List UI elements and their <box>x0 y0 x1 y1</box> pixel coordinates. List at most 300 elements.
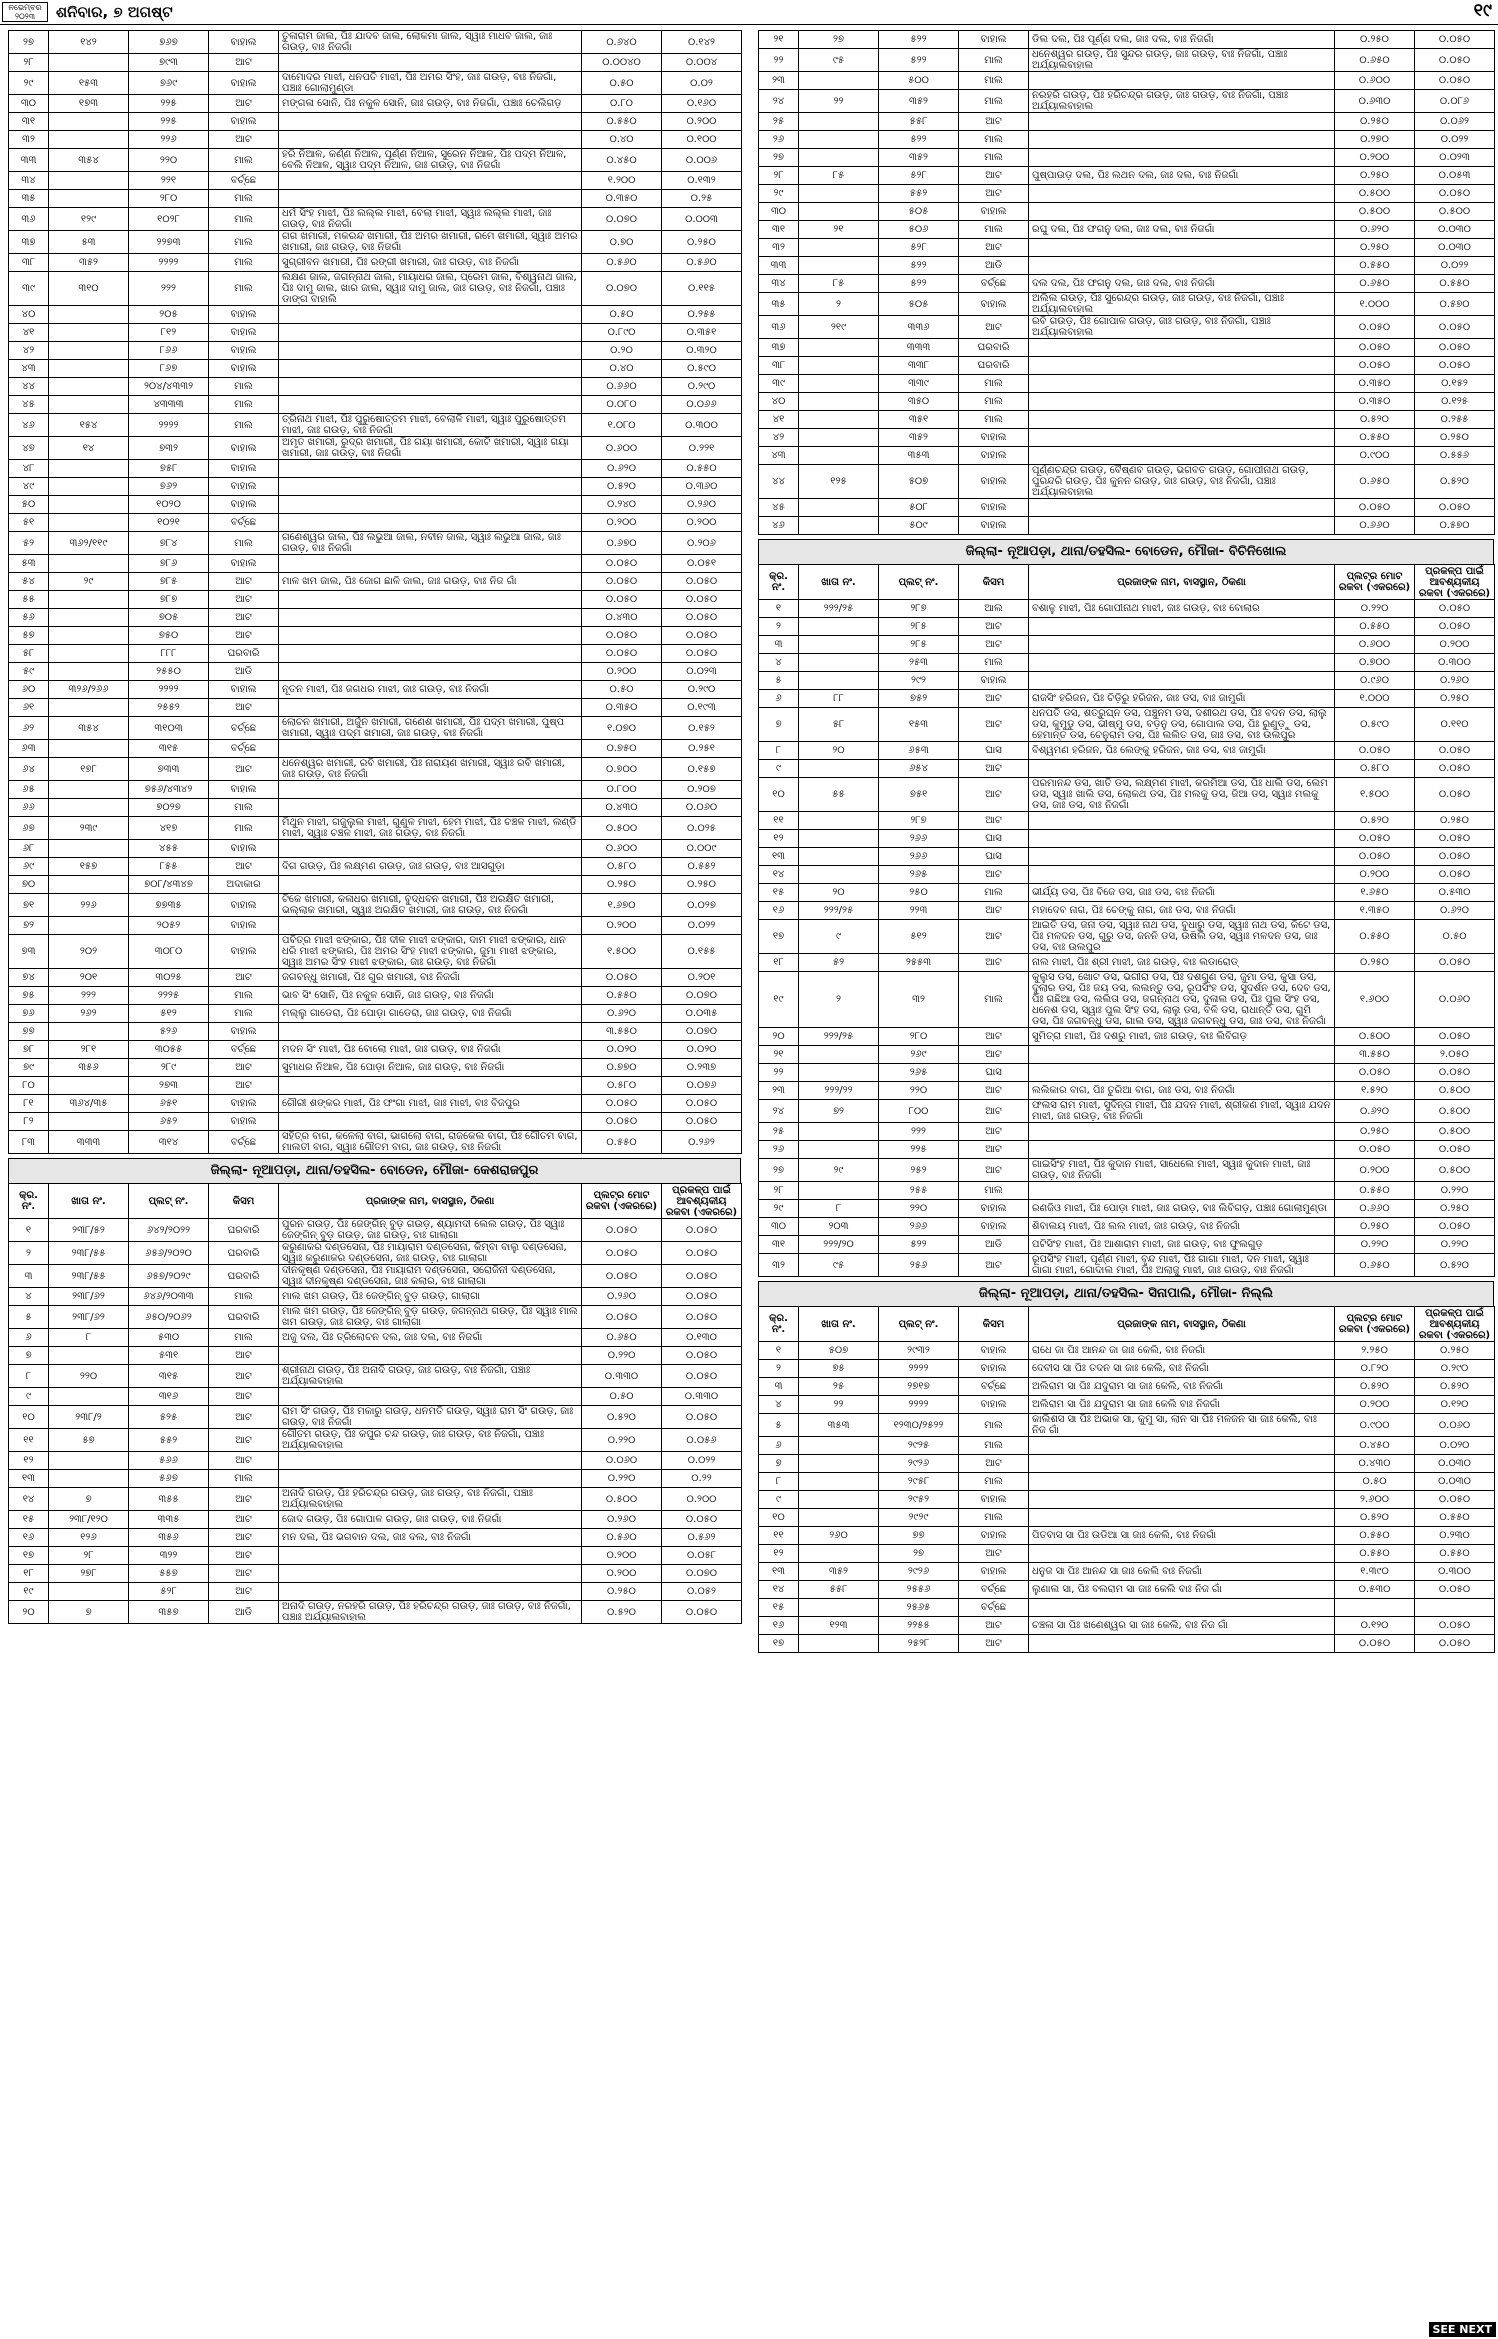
required-area-cell: ୦.୦୫୦ <box>662 1365 742 1388</box>
total-area-cell: ୦.୬୬୦ <box>1335 517 1415 535</box>
table-row <box>759 1378 1495 1396</box>
required-area-cell: ୦.୦୫୦ <box>1415 848 1495 866</box>
required-area-cell: ୦.୫୬୦ <box>662 254 742 272</box>
khata-cell: ୧୫୪ <box>49 414 129 437</box>
plot-cell: ୬୫୬/୨୦୨୦ <box>129 1242 209 1265</box>
table-row <box>759 393 1495 411</box>
total-area-cell: ୦.୨୦୦ <box>1335 149 1415 167</box>
table-row <box>759 1342 1495 1360</box>
kisam-cell: ମାଲ <box>959 884 1029 902</box>
owner-cell: ଅନାଦି ଗଉଡ଼, ପିଃ ହରିଚନ୍ଦ୍ର ଗଉଡ଼, ଜାଃ ଗଉଡ଼, ବାଃ ନିଜଗାଁ, ପଞ୍ଚାଃ ଅର୍ଯ୍ୟାଲବାହାଲ <box>279 1488 582 1511</box>
serial-cell: ୫୫ <box>9 591 49 609</box>
table-row <box>759 654 1495 672</box>
owner-cell <box>1029 517 1335 535</box>
khata-cell <box>799 636 879 654</box>
owner-cell <box>279 54 582 72</box>
required-area-cell: ୦.୨୫୦ <box>662 876 742 894</box>
required-area-cell: ୦.୦୫୦ <box>1415 49 1495 72</box>
kisam-cell: ଆଟ <box>209 1452 279 1470</box>
serial-cell: ୭୯ <box>9 1059 49 1077</box>
table-row <box>759 1617 1495 1635</box>
serial-cell: ୩୮ <box>759 357 799 375</box>
kisam-cell: ବାହାଲ <box>209 681 279 699</box>
plot-cell: ୨୯୨୬ <box>879 1563 959 1581</box>
table-row <box>9 758 742 781</box>
total-area-cell: ୧.୦୦୦ <box>1335 690 1415 708</box>
serial-cell: ୧ <box>759 1342 799 1360</box>
kisam-cell: ବାହାଲ <box>209 306 279 324</box>
required-area-cell: ୦.୫୬୨ <box>662 1529 742 1547</box>
plot-cell: ୮୦୦ <box>879 1100 959 1123</box>
total-area-cell: ୦.୨୨୦ <box>582 1470 662 1488</box>
khata-cell <box>799 393 879 411</box>
owner-cell: ନରହରି ଗଉଡ଼, ପିଃ ହରିଚନ୍ଦ୍ର ଗଉଡ଼, ଜାଃ ଗଉଡ଼, ବାଃ ନିଜଗାଁ, ପଞ୍ଚାଃ ଅର୍ଯ୍ୟାଲବାହାଲ <box>1029 90 1335 113</box>
plot-cell: ୧୨୩୦/୨୫୨୨ <box>879 1414 959 1437</box>
section-title: ଜିଲ୍ଲା- ନୂଆପଡ଼ା, ଥାନା/ତହସିଲ- ବୋଡେନ, ମୌଜା- କେଶରାଜପୁର <box>8 1158 741 1183</box>
owner-cell <box>1029 429 1335 447</box>
kisam-cell: ଆଟ <box>959 708 1029 742</box>
table-row <box>759 1064 1495 1082</box>
khata-cell: ୨୩୯ <box>49 817 129 840</box>
table-row <box>9 799 742 817</box>
owner-cell: ସୁମିତ୍ରା ମାଝୀ, ପିଃ ଦଶରୁ ମାଝୀ, ଜାଃ ଗଉଡ଼, ବାଃ ଲିବିଗଡ଼ <box>1029 1028 1335 1046</box>
table-row <box>9 414 742 437</box>
total-area-cell: ୦.୦୫୦ <box>1335 742 1415 760</box>
required-area-cell: ୦.୦୮୬ <box>1415 90 1495 113</box>
total-area-cell: ୦.୩୫୦ <box>582 699 662 717</box>
total-area-cell: ୦.୫୫୦ <box>1335 429 1415 447</box>
serial-cell: ୨୬ <box>759 131 799 149</box>
kisam-cell: ବାହାଲ <box>209 360 279 378</box>
kisam-cell: ମାଲ <box>209 272 279 306</box>
serial-cell: ୭ <box>9 1347 49 1365</box>
plot-cell: ୨୨୫ <box>129 95 209 113</box>
khata-cell <box>49 113 129 131</box>
serial-cell: ୧୪ <box>759 866 799 884</box>
kisam-cell: ଆଟ <box>959 812 1029 830</box>
kisam-cell: ଆଟ <box>209 1488 279 1511</box>
khata-cell: ୧୫୩ <box>49 72 129 95</box>
required-area-cell: ୦.୦୫୧ <box>662 555 742 573</box>
khata-cell: ୨୩୮/୬୨ <box>49 1288 129 1306</box>
kisam-cell: ଆଟ <box>959 920 1029 954</box>
total-area-cell: ୦.୭୦୦ <box>1335 654 1415 672</box>
khata-cell: ୧୨୬ <box>49 1529 129 1547</box>
kisam-cell: ଆଟ <box>959 1455 1029 1473</box>
plot-cell: ୨୮୭ <box>879 812 959 830</box>
required-area-cell: ୦.୫୨୦ <box>1415 465 1495 499</box>
plot-cell: ୩୦୮୦ <box>129 935 209 969</box>
owner-cell: ଦଲ ଦଲ, ପିଃ ଫଗନୁ ଦଲ, ଜାଃ ଦଲ, ବାଃ ନିଜଗାଁ <box>1029 275 1335 293</box>
owner-cell <box>279 1347 582 1365</box>
plot-cell: ୫୦୮ <box>879 499 959 517</box>
table-row <box>759 1599 1495 1617</box>
kisam-cell: ବାହାଲ <box>209 478 279 496</box>
table-row <box>9 1005 742 1023</box>
table-row <box>9 342 742 360</box>
table-row <box>759 972 1495 1028</box>
owner-cell <box>279 699 582 717</box>
required-area-cell: ୦.୦୫୦ <box>662 1306 742 1329</box>
kisam-cell: ମାଲ <box>959 1182 1029 1200</box>
required-area-cell: ୦.୨୦୧ <box>662 969 742 987</box>
plot-cell: ୨୯୨୬ <box>879 1455 959 1473</box>
table-row <box>759 1218 1495 1236</box>
kisam-cell: ଆଟ <box>959 1254 1029 1277</box>
total-area-cell: ୦.୫୨୦ <box>582 1601 662 1624</box>
kisam-cell: ଆଟ <box>209 627 279 645</box>
khata-cell <box>799 1509 879 1527</box>
serial-cell: ୧୪ <box>9 1488 49 1511</box>
plot-cell: ୬୫୨ <box>129 1113 209 1131</box>
serial-cell: ୬୪ <box>9 758 49 781</box>
kisam-cell: ମାଲ <box>209 799 279 817</box>
plot-cell: ୭୫୬/୪୩୪୨ <box>129 781 209 799</box>
land-table <box>8 30 742 1154</box>
table-row <box>9 1265 742 1288</box>
plot-cell: ୨୨୦ <box>129 149 209 172</box>
serial-cell: ୩୬ <box>9 208 49 231</box>
kisam-cell: ମାଲ <box>959 1473 1029 1491</box>
required-area-cell: ୦.୩୨୦ <box>662 342 742 360</box>
owner-cell <box>279 609 582 627</box>
owner-cell: ରାମ ସିଂ ଗଉଡ଼, ପିଃ ମକାରୁ ଗଉଡ଼, ଧନମତି ଗଉଡ଼, ସ୍ୱାଃ ରାମ ସିଂ ଗଉଡ଼, ଜାଃ ଗଉଡ଼, ବାଃ ନିଜଗାଁ <box>279 1406 582 1429</box>
total-area-cell: ୦.୬୨୦ <box>1335 1100 1415 1123</box>
khata-cell <box>799 499 879 517</box>
kisam-cell: ଆଡି <box>959 257 1029 275</box>
total-area-cell: ୦.୨୪୦ <box>582 496 662 514</box>
khata-cell: ୩୨୬/୨୬୬ <box>49 681 129 699</box>
serial-cell: ୧୦ <box>9 1406 49 1429</box>
plot-cell: ୫୨୮ <box>879 239 959 257</box>
table-row <box>759 1437 1495 1455</box>
plot-cell: ୨୫୦ <box>879 884 959 902</box>
required-area-cell: ୦.୦୫୦ <box>662 1265 742 1288</box>
total-area-cell: ୦.୫୦୦ <box>1335 1028 1415 1046</box>
serial-cell: ୭୨ <box>9 917 49 935</box>
khata-cell: ୩୬୨/୧୧୯ <box>49 532 129 555</box>
owner-cell <box>279 514 582 532</box>
plot-cell: ୨୫୫୨ <box>129 699 209 717</box>
table-row <box>9 969 742 987</box>
plot-cell: ୩୧୪ <box>129 1131 209 1154</box>
table-row <box>759 1396 1495 1414</box>
plot-cell: ୨୨୬ <box>129 131 209 149</box>
khata-cell <box>799 1437 879 1455</box>
plot-cell: ୧୦୨୮ <box>129 208 209 231</box>
table-row <box>9 935 742 969</box>
required-area-cell: ୦.୦୫୦ <box>1415 618 1495 636</box>
kisam-cell: ଆଟ <box>209 95 279 113</box>
kisam-cell: ଆଟ <box>209 1547 279 1565</box>
owner-cell: ମାଲ ଖମ ଗଉଡ଼, ପିଃ ଜେଙ୍ଗିନ୍ ବୁଡ଼ ଗଉଡ଼, ଜଗନ୍ନାଥ ଗଉଡ଼, ପିଃ ସ୍ୱାଃ ମାଲ ଖମ ଗଉଡ଼, ଜାଃ ଗଉଡ଼, ବାଃ ଗାଲାଗା <box>279 1306 582 1329</box>
required-area-cell: ୦.୫୫୦ <box>662 460 742 478</box>
plot-cell: ୩୫୨ <box>879 429 959 447</box>
section-title: ଜିଲ୍ଲା- ନୂଆପଡ଼ା, ଥାନା/ତହସିଲ- ସିନାପାଲି, ମୌଜା- ନିଲ୍ଲି <box>758 1281 1494 1306</box>
khata-cell <box>49 645 129 663</box>
kisam-cell: ଘରବାରି <box>209 1306 279 1329</box>
owner-cell <box>1029 672 1335 690</box>
owner-cell <box>279 342 582 360</box>
required-area-cell: ୦.୦୨୨ <box>1415 257 1495 275</box>
serial-cell: ୭୧ <box>9 894 49 917</box>
total-area-cell: ୦.୯୦୦ <box>1335 447 1415 465</box>
plot-cell: ୩୧୫ <box>129 740 209 758</box>
kisam-cell: ବାହାଲ <box>209 1113 279 1131</box>
plot-cell: ୩୫୧ <box>879 411 959 429</box>
total-area-cell: ୦.୫୦୦ <box>582 1488 662 1511</box>
owner-cell: ଧନେଶ୍ୱର ଖମାରୀ, ରବି ଖମାରୀ, ପିଃ ନାରାୟଣ ଖମାରୀ, ସ୍ୱାଃ ରବି ଖମାରୀ, ଜାଃ ଗଉଡ଼, ବାଃ ନିଜଗାଁ <box>279 758 582 781</box>
serial-cell: ୩୩ <box>759 257 799 275</box>
serial-cell: ୪ <box>759 654 799 672</box>
owner-cell <box>1029 149 1335 167</box>
total-area-cell: ୦.୦୫୦ <box>1335 339 1415 357</box>
khata-cell: ୧୭୮ <box>49 758 129 781</box>
kisam-cell: ଘାସ <box>959 830 1029 848</box>
serial-cell: ୪୫ <box>9 396 49 414</box>
serial-cell: ୮୧ <box>9 1095 49 1113</box>
khata-cell: ୨୯ <box>799 1159 879 1182</box>
required-area-cell: ୦.୨୫୦ <box>1415 812 1495 830</box>
owner-cell: କାଲିଶସ ସା ପିଃ ଅଭାକ ସା, କୁମୁ ସା, ଲାନ ସା ପିଃ ମଳଜନ ସା ଜାଃ କେଲି, ବାଃ ନିଜ ଗାଁ <box>1029 1414 1335 1437</box>
khata-cell <box>49 663 129 681</box>
owner-cell: ସୁଗ୍ରୀବନ ଖମାରୀ, ପିଃ ରଙ୍ଗୀ ଖମାରୀ, ଜାଃ ଗଉଡ଼, ବାଃ ନିଜଗାଁ <box>279 254 582 272</box>
total-area-cell: ୨.୨୫୦ <box>1335 1342 1415 1360</box>
plot-cell: ୫୨୫ <box>129 1406 209 1429</box>
kisam-cell: ବାହାଲ <box>959 1200 1029 1218</box>
required-area-cell: ୨.୦୫୦ <box>1415 1046 1495 1064</box>
serial-cell: ୩୦ <box>759 203 799 221</box>
plot-cell: ୮୬୬ <box>129 342 209 360</box>
table-row <box>759 167 1495 185</box>
owner-cell: ବିଶ୍ୱମଣ ହରିଜନ, ପିଃ ଲେଙ୍କୁ ହରିଜନ, ଜାଃ ଡସ, ବାଃ ଜାମୁଗାଁ <box>1029 742 1335 760</box>
plot-cell: ୩୩୮ <box>879 357 959 375</box>
table-row <box>9 987 742 1005</box>
table-row <box>9 1023 742 1041</box>
plot-cell: ୩୩୬ <box>879 316 959 339</box>
owner-cell <box>279 306 582 324</box>
required-area-cell: ୦.୦୫୦ <box>1415 357 1495 375</box>
serial-cell: ୭୪ <box>9 969 49 987</box>
kisam-cell: ଘରବାରି <box>209 1242 279 1265</box>
serial-cell: ୧୧ <box>759 812 799 830</box>
khata-cell <box>799 113 879 131</box>
kisam-cell: ବାହାଲ <box>959 1360 1029 1378</box>
serial-cell: ୫୭ <box>9 627 49 645</box>
kisam-cell: ବାହାଲ <box>209 324 279 342</box>
kisam-cell: ମାଲ <box>209 231 279 254</box>
plot-cell: ୫୬୬ <box>129 1452 209 1470</box>
kisam-cell: ମାଲ <box>209 1005 279 1023</box>
kisam-cell: ଆଟ <box>209 1365 279 1388</box>
total-area-cell: ୧.୨୦୦ <box>582 172 662 190</box>
table-row <box>9 1529 742 1547</box>
total-area-cell: ୦.୬୪୦ <box>582 31 662 54</box>
plot-cell: ୨୮୦ <box>879 1028 959 1046</box>
plot-cell: ୫୫୮ <box>879 113 959 131</box>
required-area-cell: ୦.୩୬୦ <box>662 478 742 496</box>
table-row <box>9 360 742 378</box>
serial-cell: ୧୭ <box>759 1635 799 1653</box>
required-area-cell: ୦.୦୨୦ <box>662 1041 742 1059</box>
owner-cell: ଟିକେ ଖମାରୀ, କଳାଧର ଖମାରୀ, ବୁଦ୍ଧବନ ଖମାରୀ, ପିଃ ଅରକ୍ଷିତ ଖମାରୀ, ଭଲ୍ଲାକ ଖମାରୀ, ସ୍ୱାଃ ଅରକ୍ଷିତ ଖମାରୀ, ଜାଃ ଗଉଡ଼, ବାଃ ନିଜଗାଁ <box>279 894 582 917</box>
serial-cell: ୨୭ <box>9 31 49 54</box>
serial-cell: ୧ <box>759 600 799 618</box>
required-area-cell: ୦.୦୫୦ <box>662 591 742 609</box>
owner-cell: ମିଥୁନ ମାଝୀ, ଗଜୁଲୁଲ ମାଝୀ, ଗୁଣୁଳ ମାଝୀ, ହେମ ମାଝୀ, ପିଃ ଚଞ୍ଚଳ ମାଝୀ, ଲଣ୍ଡି ମାଝୀ, ସ୍ୱାଃ ଚଞ୍ଚଳ ମାଝୀ, ଜାଃ ଗଉଡ଼, ବାଃ ନିଜଗାଁ <box>279 817 582 840</box>
required-area-cell: ୦.୦୦୬ <box>662 149 742 172</box>
total-area-cell: ୧.୩୯୦ <box>1335 1563 1415 1581</box>
kisam-cell: ଆଟ <box>209 699 279 717</box>
required-area-cell: ୦.୦୫୦ <box>662 1288 742 1306</box>
khata-cell: ୫୭ <box>49 1429 129 1452</box>
khata-cell <box>49 514 129 532</box>
land-table <box>8 1183 742 1624</box>
serial-cell: ୧୭ <box>9 1547 49 1565</box>
plot-cell: ୩୦୨୫ <box>129 969 209 987</box>
plot-cell: ୧୦୨୦ <box>129 496 209 514</box>
table-row <box>759 149 1495 167</box>
owner-cell <box>279 1565 582 1583</box>
serial-cell: ୬୨ <box>9 717 49 740</box>
kisam-cell: ବାହାଲ <box>959 499 1029 517</box>
required-area-cell: ୦.୦୨୨ <box>662 917 742 935</box>
plot-cell: ୨୫୫୬ <box>879 1581 959 1599</box>
khata-cell: ୫୮ <box>799 708 879 742</box>
owner-cell: ଶ୍ରୀନାଥ ଗଉଡ଼, ପିଃ ଅନାଦି ଗଉଡ଼, ଜାଃ ଗଉଡ଼, ବାଃ ନିଜଗାଁ, ପଞ୍ଚାଃ ଅର୍ଯ୍ୟାଲବାହାଲ <box>279 1365 582 1388</box>
khata-cell: ୭ <box>49 1488 129 1511</box>
kisam-cell: ଆଟ <box>959 113 1029 131</box>
kisam-cell: ବାହାଲ <box>959 31 1029 49</box>
total-area-cell: ୧.୩୫୦ <box>1335 902 1415 920</box>
khata-cell: ୨୧୯ <box>799 316 879 339</box>
owner-cell <box>279 1470 582 1488</box>
khata-cell <box>49 324 129 342</box>
owner-cell: ହରି ନିଆଳ, କର୍ଣ୍ଣ ନିଆଳ, ପୂର୍ଣ୍ଣ ନିଆଳ, ସୁରେନ ନିଆଳ, ପିଃ ପଦ୍ମ ନିଆଳ, ବେଲି ନିଆଳ, ସ୍ୱାଃ ପଦ୍ମ ନିଆଳ, ଜାଃ ଗଉଡ଼, ବାଃ ନିଜଗାଁ <box>279 149 582 172</box>
serial-cell: ୫୮ <box>9 645 49 663</box>
table-row <box>9 172 742 190</box>
khata-cell <box>799 1046 879 1064</box>
kisam-cell: ଆଟ <box>959 1545 1029 1563</box>
required-area-cell: ୦.୫୫୦ <box>1415 275 1495 293</box>
serial-cell: ୩୯ <box>759 375 799 393</box>
khata-cell <box>799 131 879 149</box>
total-area-cell: ୦.୫୫୦ <box>582 113 662 131</box>
serial-cell: ୬୫ <box>9 781 49 799</box>
total-area-cell: ୦.୨୨୦ <box>1335 1236 1415 1254</box>
serial-cell: ୧୩ <box>9 1470 49 1488</box>
serial-cell: ୨୪ <box>759 90 799 113</box>
khata-cell <box>799 672 879 690</box>
khata-cell <box>799 812 879 830</box>
kisam-cell: ବାହାଲ <box>209 917 279 935</box>
table-row <box>759 830 1495 848</box>
owner-cell <box>279 396 582 414</box>
column-header: କ୍ର. ନଂ. <box>759 1307 799 1342</box>
owner-cell <box>1029 185 1335 203</box>
kisam-cell: ଘରବାରି <box>209 645 279 663</box>
owner-cell <box>1029 1437 1335 1455</box>
kisam-cell: ଆଟ <box>959 902 1029 920</box>
total-area-cell: ୦.୬୫୦ <box>582 1329 662 1347</box>
khata-cell: ୨ <box>799 972 879 1028</box>
owner-cell <box>279 740 582 758</box>
plot-cell: ୨୭୩ <box>129 1077 209 1095</box>
khata-cell: ୨୨୦ <box>49 1365 129 1388</box>
required-area-cell: ୦.୧୪୨ <box>662 31 742 54</box>
total-area-cell: ୦.୨୦୦ <box>582 514 662 532</box>
khata-cell <box>49 1347 129 1365</box>
total-area-cell: ୧.୦୦୦ <box>1335 293 1415 316</box>
serial-cell: ୨୮ <box>9 54 49 72</box>
kisam-cell: ମାଲ <box>959 972 1029 1028</box>
khata-cell: ୮୫ <box>799 275 879 293</box>
required-area-cell: ୦.୦୩୫ <box>662 1005 742 1023</box>
owner-cell: ଅଜୁ ଦଲ, ପିଃ ତ୍ରିଲୋଚନ ଦଲ, ଜାଃ ଦଲ, ବାଃ ନିଜଗାଁ <box>279 1329 582 1347</box>
total-area-cell: ୦.୫୨୦ <box>1335 1378 1415 1396</box>
required-area-cell: ୦.୧୧୦ <box>1415 708 1495 742</box>
khata-cell <box>49 54 129 72</box>
serial-cell: ୪ <box>9 1288 49 1306</box>
owner-cell <box>1029 848 1335 866</box>
kisam-cell: ଘରବାରି <box>959 339 1029 357</box>
table-header-row <box>9 1184 742 1219</box>
required-area-cell: ୦.୦୭୦ <box>662 1023 742 1041</box>
total-area-cell: ୦.୦୫୦ <box>1335 1635 1415 1653</box>
kisam-cell: ବାହାଲ <box>209 460 279 478</box>
required-area-cell: ୦.୦୫୦ <box>1415 1617 1495 1635</box>
kisam-cell: ଆଟ <box>209 1565 279 1583</box>
kisam-cell: ଘରବାରି <box>209 1219 279 1242</box>
owner-cell <box>1029 239 1335 257</box>
plot-cell: ୫୦୬ <box>879 221 959 239</box>
total-area-cell: ୦.୨୦୦ <box>582 1547 662 1565</box>
total-area-cell <box>1335 1599 1415 1617</box>
plot-cell: ୨୮୫ <box>879 618 959 636</box>
required-area-cell: ୦.୦୫୦ <box>1415 778 1495 812</box>
column-header: ପ୍ଲଟ୍‌ର ମୋଟ ରକବା (ଏକରରେ) <box>1335 1307 1415 1342</box>
required-area-cell: ୦.୩୦୦ <box>662 414 742 437</box>
table-row <box>759 72 1495 90</box>
total-area-cell: ୦.୩୩୦ <box>582 1365 662 1388</box>
column-header: ପ୍ଲଟ୍ ନଂ. <box>879 565 959 600</box>
required-area-cell: ୦.୫୨୦ <box>1415 1378 1495 1396</box>
total-area-cell: ୦.୧୨୦ <box>1335 1617 1415 1635</box>
plot-cell: ୬୫୩ <box>879 742 959 760</box>
khata-cell <box>49 1113 129 1131</box>
plot-cell: ୨୮୯ <box>129 1059 209 1077</box>
table-row <box>759 866 1495 884</box>
plot-cell: ୨୮୦ <box>129 190 209 208</box>
khata-cell: ୨୦ <box>799 884 879 902</box>
owner-cell: ପିତବାସ ସା ପିଃ ଉଡିଆ ସା ଜାଃ କେଲି, ବାଃ ନିଜଗାଁ <box>1029 1527 1335 1545</box>
required-area-cell: ୦.୦୩୦ <box>1415 239 1495 257</box>
plot-cell: ୬୪୨/୨୦୨୨ <box>129 1219 209 1242</box>
column-header: ପ୍ରଜାଙ୍କ ନାମ, ବାସସ୍ଥାନ, ଠିକଣା <box>1029 565 1335 600</box>
table-row <box>759 375 1495 393</box>
serial-cell: ୧ <box>9 1219 49 1242</box>
kisam-cell: ଘାସ <box>959 848 1029 866</box>
table-row <box>759 812 1495 830</box>
owner-cell <box>1029 830 1335 848</box>
total-area-cell: ୦.୭୦ <box>582 231 662 254</box>
table-row <box>9 1388 742 1406</box>
owner-cell <box>1029 636 1335 654</box>
total-area-cell: ୦.୬୬୦ <box>582 378 662 396</box>
owner-cell: ଲଲିକାର ବାଗ, ପିଃ ତୁରିଆ ବାଗ, ଜାଃ ଡସ, ବାଃ ନିଜଗାଁ <box>1029 1082 1335 1100</box>
total-area-cell: ୦.୫୦ <box>582 1388 662 1406</box>
required-area-cell: ୦.୨୦୦ <box>1415 636 1495 654</box>
